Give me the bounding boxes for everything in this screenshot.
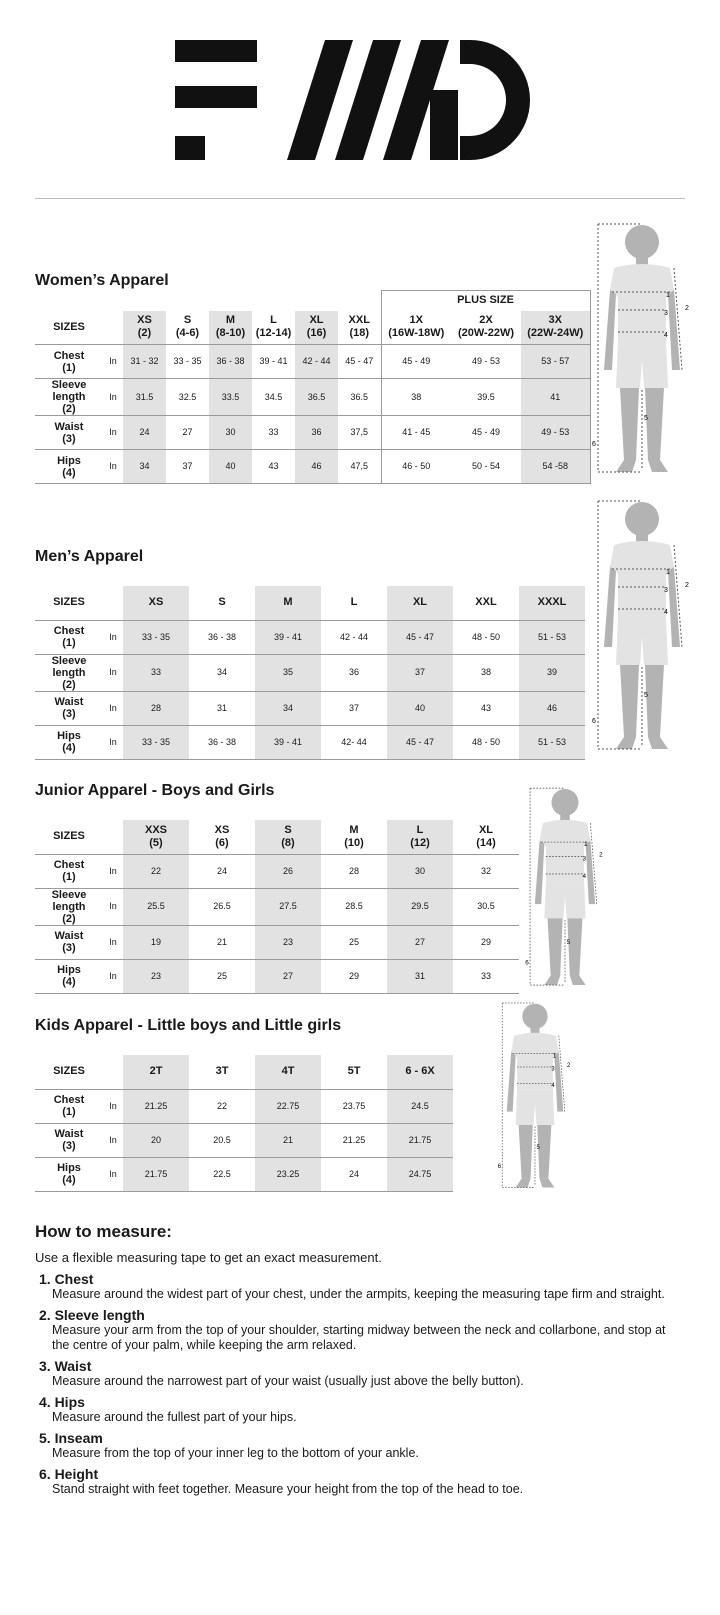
svg-text:1: 1 [552,1053,557,1060]
row-label: Chest (1) [35,854,103,888]
cell: 45 - 49 [451,416,521,450]
cell: 34.5 [252,379,295,416]
size-header: S (8) [255,820,321,854]
men-section-title: Men’s Apparel [35,548,144,565]
cell: 39 - 41 [255,620,321,654]
cell: 37 [321,691,387,725]
step-desc: Measure from the top of your inner leg to the bottom of your ankle. [52,1446,419,1460]
step-desc: Measure around the fullest part of your hips. [52,1410,297,1424]
cell: 34 [189,654,255,691]
row-label: Hips (4) [35,959,103,993]
row-label: Chest (1) [35,345,103,379]
svg-text:3: 3 [551,1066,555,1073]
size-header: 3X (22W-24W) [521,311,590,345]
size-header: 2T [123,1055,189,1089]
cell: 20 [123,1123,189,1157]
cell: 45 - 47 [387,725,453,759]
svg-text:5: 5 [566,938,571,946]
cell: 25 [321,925,387,959]
table-row [35,379,590,416]
table-row [35,959,519,993]
row-label: Chest (1) [35,1089,103,1123]
cell: 27 [166,416,209,450]
cell: 49 - 53 [521,416,590,450]
cell: 33 - 35 [123,620,189,654]
row-label: Chest (1) [35,620,103,654]
cell: 39 - 41 [252,345,295,379]
size-header: XXL (18) [348,314,370,340]
cell: 33 [123,654,189,691]
step-title: 2. Sleeve length [39,1307,145,1323]
measure-steps [35,1271,675,1497]
junior-size-table [35,820,519,994]
size-header: M (10) [344,823,364,849]
cell: 19 [123,925,189,959]
how-to-intro: Use a flexible measuring tape to get an exact measurement. [35,1250,382,1265]
cell: 47,5 [338,450,381,484]
cell: 34 [255,691,321,725]
sizes-label: SIZES [53,320,85,333]
unit-label: In [103,450,123,484]
fwd-logo [175,40,530,165]
size-header: 2X (20W-22W) [457,314,514,340]
how-to-title: How to measure: [35,1222,172,1241]
list-item [35,1394,675,1425]
men-body-figure [592,497,692,759]
step-desc: Stand straight with feet together. Measure your height from the top of the head to toe. [52,1482,524,1496]
cell: 37 [166,450,209,484]
junior-section-title: Junior Apparel - Boys and Girls [35,782,275,799]
cell: 38 [453,654,519,691]
cell: 45 - 47 [338,345,381,379]
svg-text:6: 6 [592,718,596,725]
row-label: Sleeve length (2) [35,888,103,925]
size-header: 1X (16W-18W) [381,311,451,345]
step-desc: Measure your arm from the top of your shoulder, starting midway between the neck and collarbone, and stop at the centre of your palm, while keeping the arm relaxed. [52,1323,666,1352]
row-label: Waist (3) [35,691,103,725]
row-label: Sleeve length (2) [35,379,103,416]
cell: 28 [321,854,387,888]
cell: 29 [453,925,519,959]
cell: 33 [453,959,519,993]
table-row [35,1157,453,1191]
step-title: 3. Waist [39,1358,92,1374]
size-header: XL (16) [295,311,338,345]
size-header: M [255,586,321,620]
cell: 37 [387,654,453,691]
cell: 42 - 44 [321,620,387,654]
list-item [35,1466,675,1497]
cell: 46 [519,691,585,725]
svg-text:2: 2 [599,851,603,859]
table-row [35,416,590,450]
cell: 22.75 [255,1089,321,1123]
list-item [35,1271,675,1302]
table-row [35,1089,453,1123]
cell: 36.5 [338,379,381,416]
how-to-measure [35,1222,675,1502]
svg-text:2: 2 [685,582,689,589]
cell: 53 - 57 [521,345,590,379]
cell: 50 - 54 [451,450,521,484]
svg-text:6: 6 [497,1164,502,1171]
cell: 31 - 32 [123,345,166,379]
cell: 27.5 [255,888,321,925]
svg-text:2: 2 [685,305,689,312]
cell: 29.5 [387,888,453,925]
svg-text:5: 5 [644,415,648,422]
cell: 41 - 45 [381,416,451,450]
cell: 27 [387,925,453,959]
size-header: XS [123,586,189,620]
kids-body-figure [497,1000,573,1195]
cell: 23.25 [255,1157,321,1191]
cell: 28.5 [321,888,387,925]
size-header: XS (6) [214,823,230,849]
cell: 24 [321,1157,387,1191]
sizes-label: SIZES [53,830,85,843]
size-header: XL (14) [476,823,496,849]
men-size-table [35,586,585,760]
cell: 21.25 [321,1123,387,1157]
unit-label: In [103,1123,123,1157]
cell: 32 [453,854,519,888]
svg-text:4: 4 [664,609,668,616]
cell: 38 [381,379,451,416]
cell: 21 [189,925,255,959]
size-header: 6 - 6X [387,1055,453,1089]
cell: 48 - 50 [453,620,519,654]
cell: 36 [321,654,387,691]
cell: 45 - 49 [381,345,451,379]
cell: 40 [209,450,252,484]
unit-label: In [103,1157,123,1191]
women-body-figure [592,220,692,482]
svg-text:3: 3 [664,587,668,594]
cell: 28 [123,691,189,725]
cell: 24.5 [387,1089,453,1123]
row-label: Sleeve length (2) [35,654,103,691]
svg-text:3: 3 [664,310,668,317]
plus-size-label: PLUS SIZE [381,291,590,311]
cell: 39.5 [451,379,521,416]
cell: 25.5 [123,888,189,925]
cell: 39 [519,654,585,691]
cell: 42- 44 [321,725,387,759]
svg-text:1: 1 [666,569,670,576]
table-row [35,345,590,379]
cell: 35 [255,654,321,691]
step-desc: Measure around the widest part of your chest, under the armpits, keeping the measuring tape firm and straight. [52,1287,665,1301]
unit-label: In [103,725,123,759]
size-header: XXS (5) [123,820,189,854]
cell: 21 [255,1123,321,1157]
cell: 37,5 [338,416,381,450]
unit-label: In [103,654,123,691]
cell: 23.75 [321,1089,387,1123]
list-item [35,1430,675,1461]
step-title: 5. Inseam [39,1430,103,1446]
cell: 21.75 [387,1123,453,1157]
size-header: XL [387,586,453,620]
unit-label: In [103,345,123,379]
cell: 33 - 35 [166,345,209,379]
table-row [35,450,590,484]
svg-text:6: 6 [525,959,529,967]
row-label: Waist (3) [35,925,103,959]
svg-text:5: 5 [644,692,648,699]
cell: 36 - 38 [189,620,255,654]
size-header: XXL [475,596,497,609]
svg-text:1: 1 [584,841,588,849]
list-item [35,1358,675,1389]
cell: 40 [387,691,453,725]
cell: 31.5 [123,379,166,416]
cell: 46 [295,450,338,484]
cell: 33 [252,416,295,450]
size-header: M (8-10) [209,311,252,345]
cell: 27 [255,959,321,993]
cell: 20.5 [189,1123,255,1157]
cell: 21.25 [123,1089,189,1123]
sizes-label: SIZES [53,1065,85,1078]
unit-label: In [103,888,123,925]
step-title: 6. Height [39,1466,99,1482]
cell: 36.5 [295,379,338,416]
svg-text:4: 4 [582,872,586,880]
cell: 22 [123,854,189,888]
cell: 23 [255,925,321,959]
kids-section-title: Kids Apparel - Little boys and Little girls [35,1017,342,1034]
row-label: Waist (3) [35,1123,103,1157]
cell: 30.5 [453,888,519,925]
cell: 45 - 47 [387,620,453,654]
cell: 33 - 35 [123,725,189,759]
cell: 41 [521,379,590,416]
cell: 24.75 [387,1157,453,1191]
size-header: 4T [255,1055,321,1089]
list-item [35,1307,675,1353]
svg-text:3: 3 [582,855,586,863]
size-header: S [218,596,226,609]
junior-body-figure [525,785,605,993]
cell: 22.5 [189,1157,255,1191]
cell: 36 - 38 [209,345,252,379]
cell: 51 - 53 [519,725,585,759]
cell: 36 [295,416,338,450]
size-header: L [350,596,358,609]
table-row [35,620,585,654]
svg-text:4: 4 [664,332,668,339]
cell: 43 [453,691,519,725]
size-header: 5T [347,1065,361,1078]
unit-label: In [103,854,123,888]
size-header: L (12-14) [255,314,292,340]
cell: 46 - 50 [381,450,451,484]
unit-label: In [103,416,123,450]
cell: 24 [123,416,166,450]
unit-label: In [103,1089,123,1123]
size-header: S (4-6) [175,314,200,340]
cell: 42 - 44 [295,345,338,379]
svg-text:2: 2 [567,1062,571,1069]
row-label: Hips (4) [35,450,103,484]
size-header: XXXL [519,586,585,620]
table-row [35,1123,453,1157]
cell: 26.5 [189,888,255,925]
cell: 30 [209,416,252,450]
kids-size-table [35,1055,453,1192]
cell: 54 -58 [521,450,590,484]
step-title: 4. Hips [39,1394,85,1410]
size-header: XS (2) [123,311,166,345]
cell: 36 - 38 [189,725,255,759]
svg-text:4: 4 [551,1083,555,1090]
table-row [35,854,519,888]
row-label: Waist (3) [35,416,103,450]
size-header: L (12) [387,820,453,854]
cell: 31 [189,691,255,725]
unit-label: In [103,925,123,959]
table-row [35,691,585,725]
table-row [35,888,519,925]
unit-label: In [103,691,123,725]
svg-text:6: 6 [592,441,596,448]
row-label: Hips (4) [35,1157,103,1191]
cell: 39 - 41 [255,725,321,759]
cell: 48 - 50 [453,725,519,759]
cell: 49 - 53 [451,345,521,379]
cell: 30 [387,854,453,888]
unit-label: In [103,379,123,416]
step-desc: Measure around the narrowest part of your waist (usually just above the belly button). [52,1374,524,1388]
svg-text:1: 1 [666,292,670,299]
svg-text:5: 5 [536,1144,540,1151]
header-divider [35,198,685,199]
cell: 25 [189,959,255,993]
cell: 34 [123,450,166,484]
women-section-title: Women’s Apparel [35,272,169,289]
unit-label: In [103,959,123,993]
cell: 24 [189,854,255,888]
table-row [35,925,519,959]
cell: 21.75 [123,1157,189,1191]
size-header: 3T [215,1065,229,1078]
sizes-label: SIZES [53,596,85,609]
cell: 23 [123,959,189,993]
table-row [35,654,585,691]
step-title: 1. Chest [39,1271,94,1287]
cell: 26 [255,854,321,888]
unit-label: In [103,620,123,654]
table-row [35,725,585,759]
cell: 33.5 [209,379,252,416]
row-label: Hips (4) [35,725,103,759]
cell: 22 [189,1089,255,1123]
cell: 32.5 [166,379,209,416]
cell: 43 [252,450,295,484]
cell: 31 [387,959,453,993]
cell: 29 [321,959,387,993]
cell: 51 - 53 [519,620,585,654]
women-size-table [35,290,591,484]
